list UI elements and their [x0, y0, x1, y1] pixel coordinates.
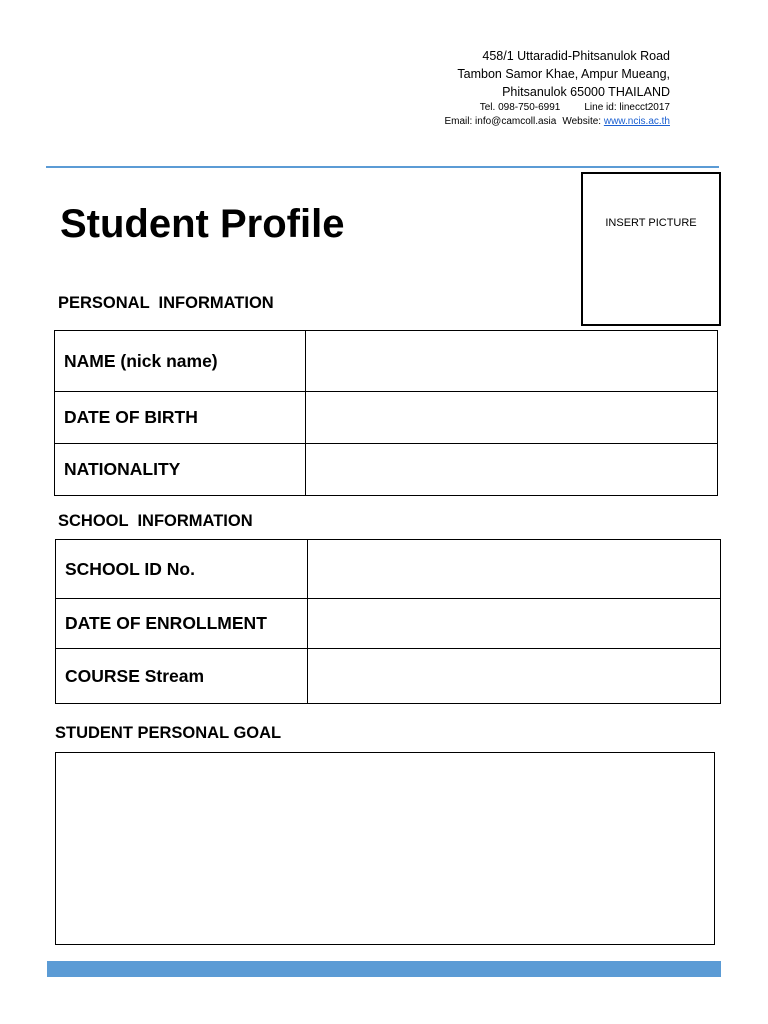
table-row [56, 599, 721, 649]
website-label: Website: [562, 116, 602, 127]
table-row [55, 392, 718, 444]
address-line-1: 458/1 Uttaradid-Phitsanulok Road [482, 49, 670, 63]
line-id: Line id: linecct2017 [584, 102, 670, 113]
school-info-heading: SCHOOL INFORMATION [58, 512, 253, 530]
field-label-date-of-enrollment: DATE OF ENROLLMENT [56, 599, 308, 649]
address-line-2: Tambon Samor Khae, Ampur Mueang, [457, 67, 670, 81]
field-value-course-stream[interactable] [308, 649, 721, 704]
field-label-date-of-birth: DATE OF BIRTH [55, 392, 306, 444]
field-value-date-of-enrollment[interactable] [308, 599, 721, 649]
field-value-school-id[interactable] [308, 540, 721, 599]
photo-placeholder-label: INSERT PICTURE [605, 217, 697, 229]
table-row [56, 649, 721, 704]
header-divider [46, 166, 719, 168]
website-link[interactable]: www.ncis.ac.th [603, 116, 670, 127]
page-title: Student Profile [60, 202, 345, 246]
table-row [56, 540, 721, 599]
personal-info-table [54, 330, 718, 496]
school-info-table [55, 539, 721, 704]
contact-line-email [444, 115, 670, 129]
personal-info-heading: PERSONAL INFORMATION [58, 294, 274, 312]
address-line-3: Phitsanulok 65000 THAILAND [502, 85, 670, 99]
field-label-course-stream: COURSE Stream [56, 649, 308, 704]
field-value-nationality[interactable] [306, 444, 718, 496]
field-label-name: NAME (nick name) [55, 331, 306, 392]
field-value-name[interactable] [306, 331, 718, 392]
phone-number: Tel. 098-750-6991 [479, 102, 561, 113]
personal-goal-textbox[interactable] [55, 752, 715, 945]
field-value-date-of-birth[interactable] [306, 392, 718, 444]
personal-goal-heading: STUDENT PERSONAL GOAL [55, 724, 282, 742]
footer-accent-bar [47, 961, 721, 977]
email-address: Email: info@camcoll.asia [444, 116, 557, 127]
school-address-block [444, 47, 670, 129]
photo-placeholder[interactable] [581, 172, 721, 326]
table-row [55, 444, 718, 496]
table-row [55, 331, 718, 392]
field-label-nationality: NATIONALITY [55, 444, 306, 496]
contact-line-phone [444, 101, 670, 115]
field-label-school-id: SCHOOL ID No. [56, 540, 308, 599]
